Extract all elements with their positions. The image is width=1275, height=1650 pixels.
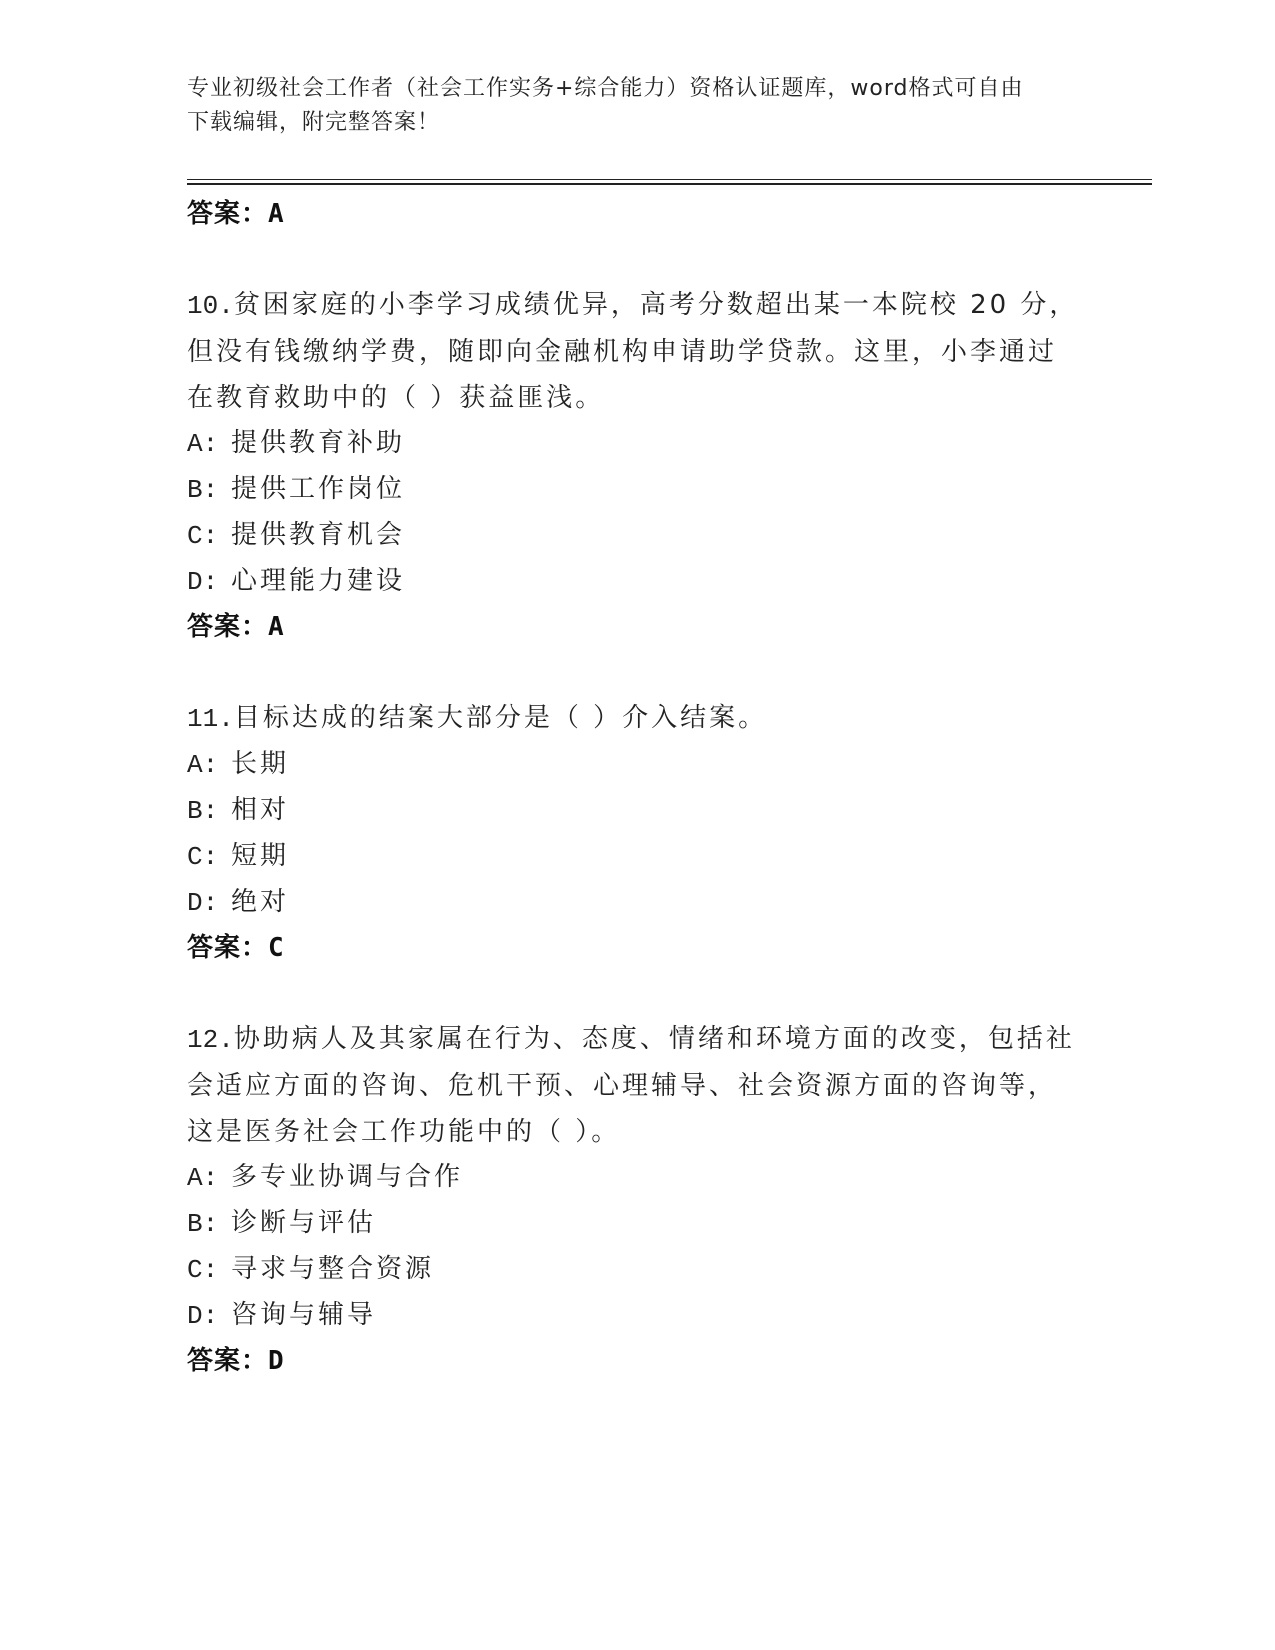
question-stem [187, 695, 1087, 742]
option-b [187, 467, 1087, 513]
option-text: 咨询与辅导 [231, 1300, 377, 1330]
answer-value: C [268, 933, 285, 963]
question-answer [187, 1339, 1087, 1383]
answer-value: A [268, 612, 285, 642]
option-b [187, 1201, 1087, 1247]
option-text: 多专业协调与合作 [231, 1162, 464, 1192]
option-letter: D: [187, 888, 219, 918]
option-letter: C: [187, 1255, 219, 1285]
question-answer [187, 926, 1087, 970]
option-letter: A: [187, 429, 219, 459]
option-c [187, 513, 1087, 559]
option-text: 长期 [231, 749, 290, 779]
option-letter: A: [187, 750, 219, 780]
answer-label: 答案： [187, 1346, 269, 1376]
option-d [187, 880, 1087, 926]
question-stem-line: 这是医务社会工作功能中的（ ）。 [187, 1117, 621, 1147]
header-line-2: 下载编辑，附完整答案！ [187, 110, 441, 135]
question-stem-line: 10.贫困家庭的小李学习成绩优异，高考分数超出某一本院校 20 分， [187, 290, 1079, 321]
option-b [187, 788, 1087, 834]
answer-value: A [268, 199, 285, 229]
option-text: 相对 [231, 795, 290, 825]
question-number: 11. [187, 704, 234, 734]
question-11 [187, 695, 1087, 970]
option-letter: D: [187, 1301, 219, 1331]
option-letter: C: [187, 842, 219, 872]
option-text: 诊断与评估 [231, 1208, 377, 1238]
option-a [187, 421, 1087, 467]
question-stem-line: 会适应方面的咨询、危机干预、心理辅导、社会资源方面的咨询等， [187, 1071, 1058, 1101]
option-c [187, 834, 1087, 880]
header-divider-top [187, 179, 1152, 180]
question-stem-line: 12.协助病人及其家属在行为、态度、情绪和环境方面的改变，包括社 [187, 1024, 1075, 1055]
document-header [187, 72, 1087, 140]
option-letter: D: [187, 567, 219, 597]
question-answer [187, 605, 1087, 649]
option-text: 提供教育补助 [231, 428, 406, 458]
header-divider-bottom [187, 183, 1152, 185]
option-text: 绝对 [231, 887, 290, 917]
answer-label: 答案： [187, 612, 269, 642]
question-12 [187, 1016, 1087, 1383]
option-letter: B: [187, 475, 219, 505]
option-letter: B: [187, 796, 219, 826]
option-c [187, 1247, 1087, 1293]
option-text: 提供教育机会 [231, 520, 406, 550]
question-list [187, 192, 1087, 1383]
question-stem [187, 1016, 1087, 1155]
option-d [187, 559, 1087, 605]
question-number: 12. [187, 1025, 234, 1055]
question-number: 10. [187, 291, 234, 321]
question-10 [187, 282, 1087, 649]
question-stem-line: 11.目标达成的结案大部分是（ ）介入结案。 [187, 703, 768, 734]
header-line-1: 专业初级社会工作者（社会工作实务+综合能力）资格认证题库，word格式可自由 [187, 76, 1024, 101]
question-stem [187, 282, 1087, 421]
answer-label: 答案： [187, 933, 269, 963]
answer-value: D [268, 1346, 285, 1376]
option-text: 寻求与整合资源 [231, 1254, 435, 1284]
previous-answer [187, 192, 1087, 236]
option-text: 提供工作岗位 [231, 474, 406, 504]
option-letter: B: [187, 1209, 219, 1239]
answer-label: 答案： [187, 199, 269, 229]
option-a [187, 1155, 1087, 1201]
option-d [187, 1293, 1087, 1339]
option-text: 心理能力建设 [231, 566, 406, 596]
option-letter: C: [187, 521, 219, 551]
option-text: 短期 [231, 841, 290, 871]
question-stem-line: 但没有钱缴纳学费，随即向金融机构申请助学贷款。这里，小李通过 [187, 337, 1058, 367]
option-letter: A: [187, 1163, 219, 1193]
option-a [187, 742, 1087, 788]
question-stem-line: 在教育救助中的（ ）获益匪浅。 [187, 383, 605, 413]
